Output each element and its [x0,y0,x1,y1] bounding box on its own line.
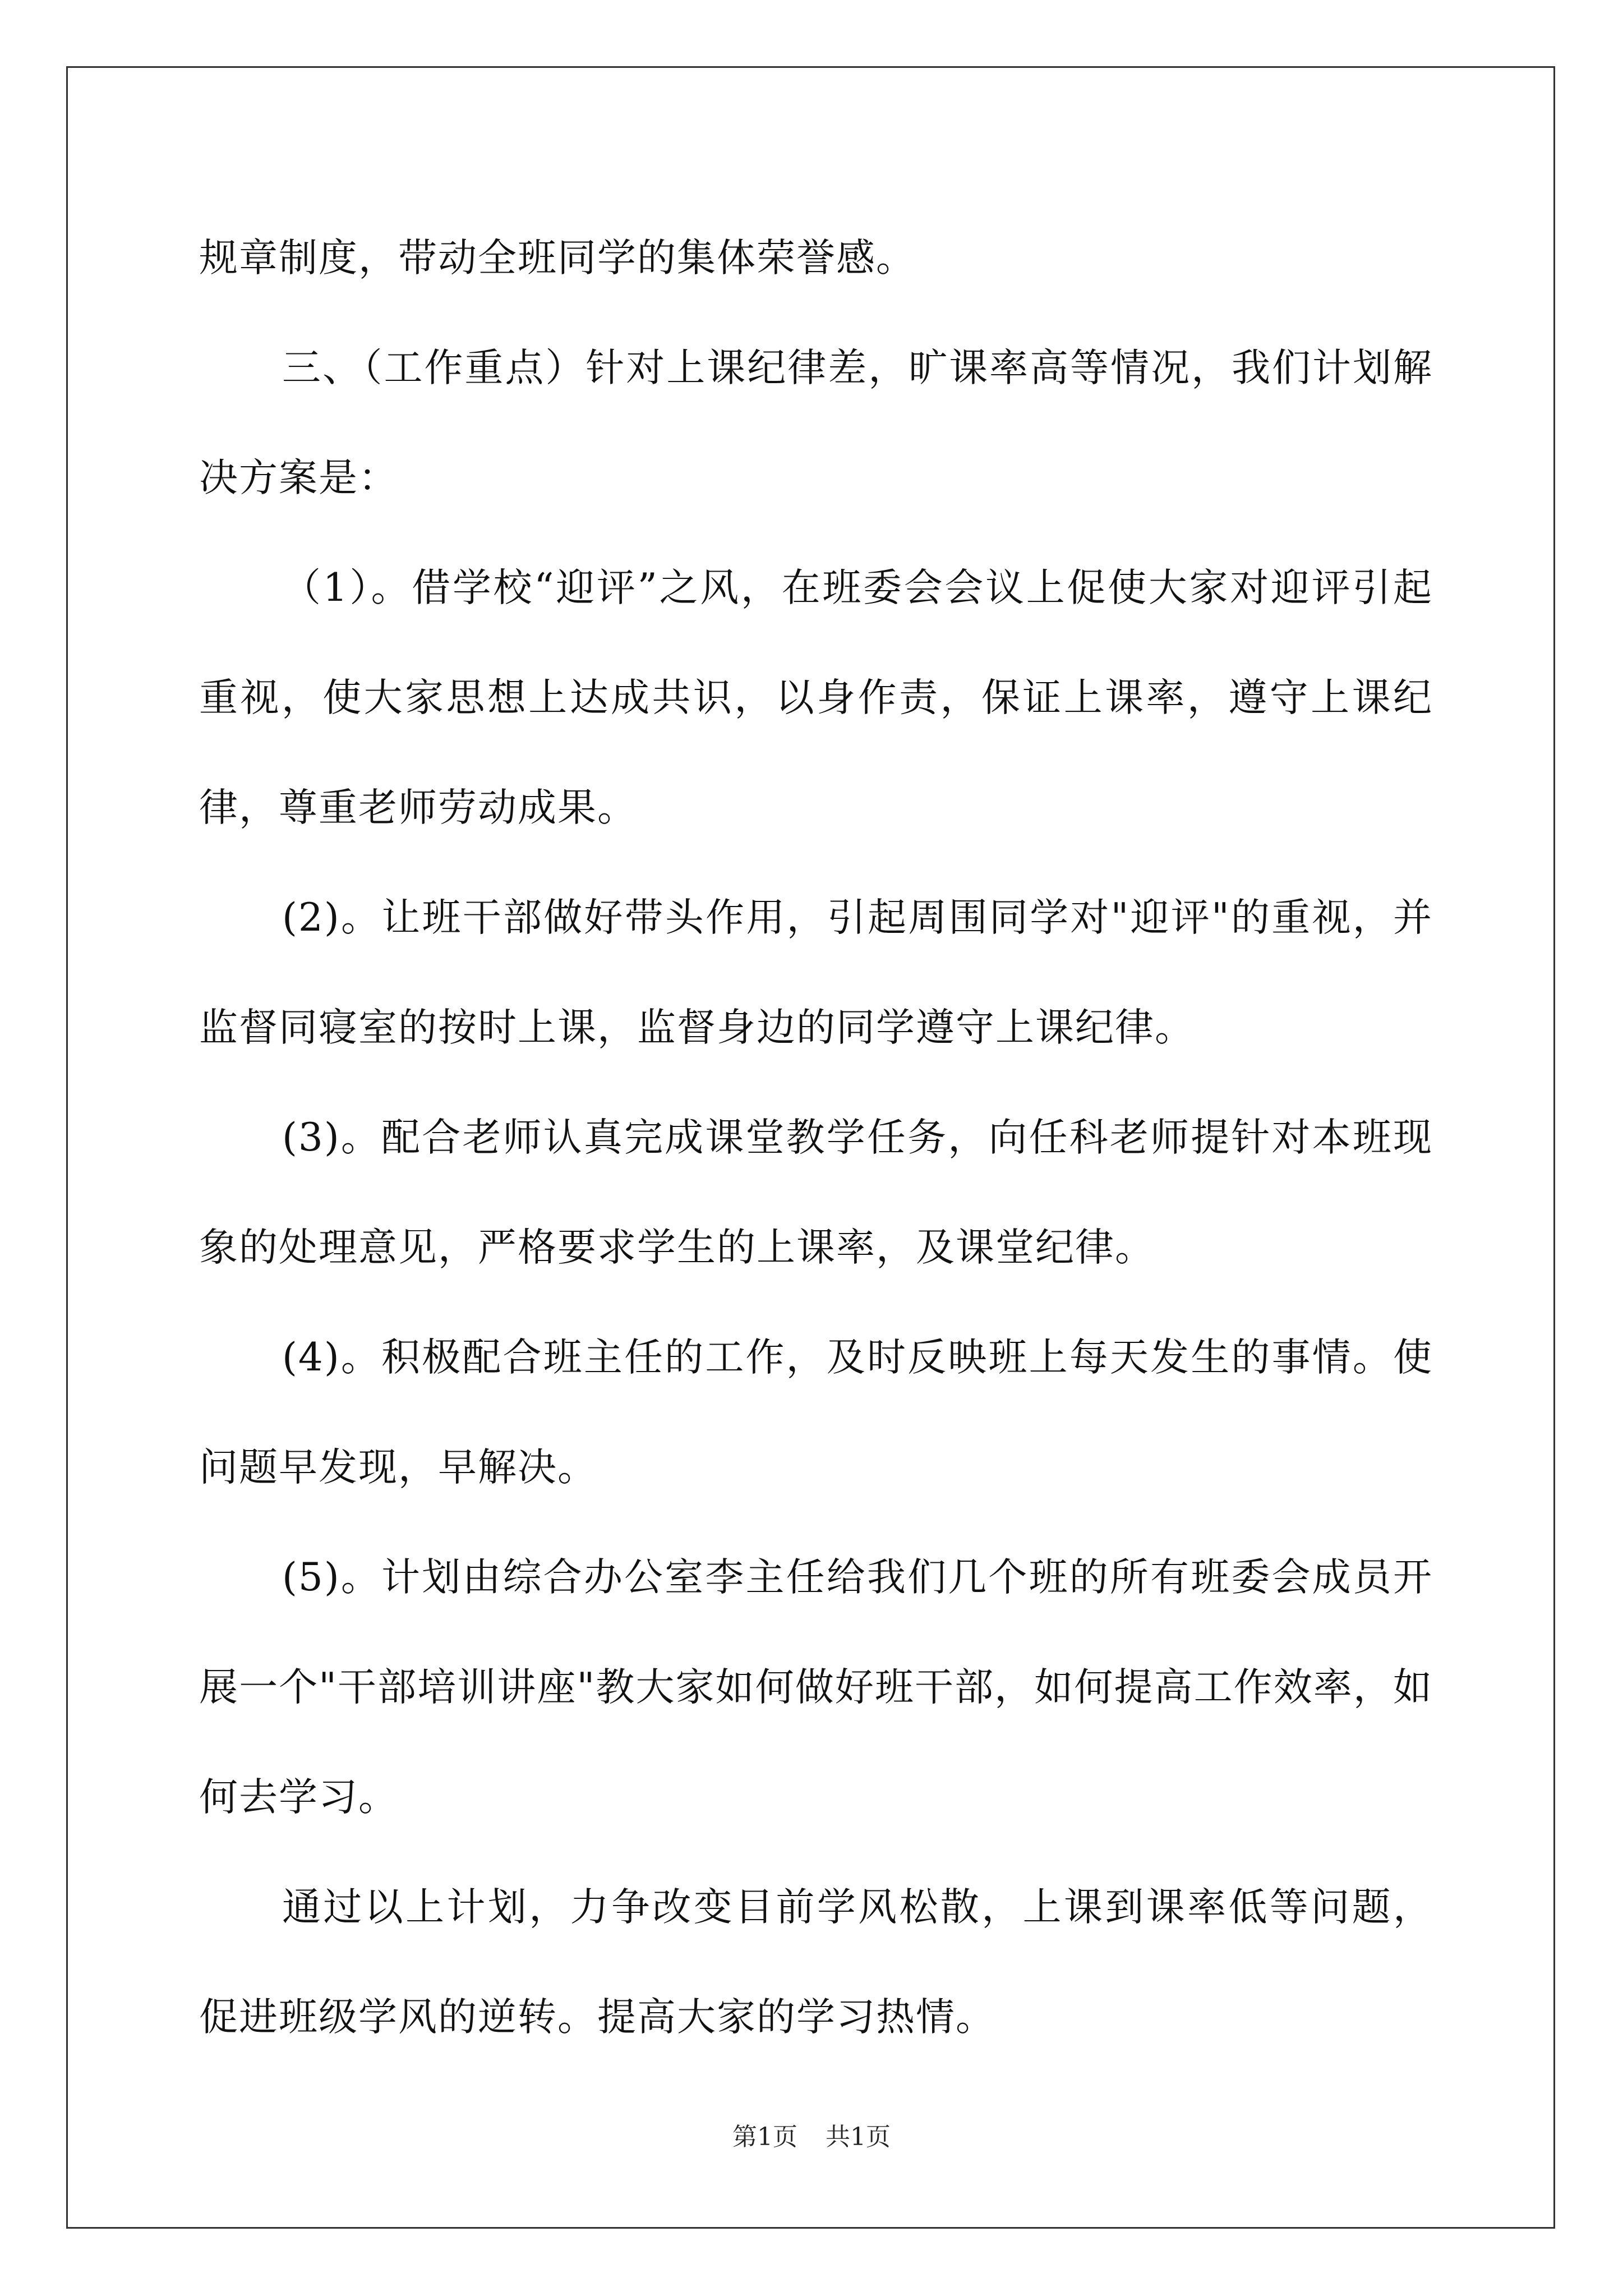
paragraph-7: (5)。计划由综合办公室李主任给我们几个班的所有班委会成员开展一个"干部培训讲座"教大家如何做好班干部，如何提高工作效率，如何去学习。 [199,1555,1433,1820]
page-total: 共1页 [826,2123,891,2151]
page-footer [0,2120,1623,2154]
paragraph-8: 通过以上计划，力争改变目前学风松散，上课到课率低等问题，促进班级学风的逆转。提高大家的学习热情。 [199,1885,1433,2040]
document-body [199,203,1433,2072]
paragraph-4: (2)。让班干部做好带头作用，引起周围同学对"迎评"的重视，并监督同寝室的按时上课，监督身边的同学遵守上课纪律。 [199,895,1433,1050]
paragraph-1: 规章制度，带动全班同学的集体荣誉感。 [199,236,916,280]
page-number: 第1页 [732,2123,797,2151]
paragraph-5: (3)。配合老师认真完成课堂教学任务，向任科老师提针对本班现象的处理意见，严格要求学生的上课率，及课堂纪律。 [199,1115,1433,1270]
paragraph-6: (4)。积极配合班主任的工作，及时反映班上每天发生的事情。使问题早发现，早解决。 [199,1335,1433,1490]
paragraph-2: 三、（工作重点）针对上课纪律差，旷课率高等情况，我们计划解决方案是： [199,346,1433,500]
paragraph-3: （1）。借学校“迎评”之风，在班委会会议上促使大家对迎评引起重视，使大家思想上达成共识，以身作责，保证上课率，遵守上课纪律，尊重老师劳动成果。 [199,565,1433,830]
